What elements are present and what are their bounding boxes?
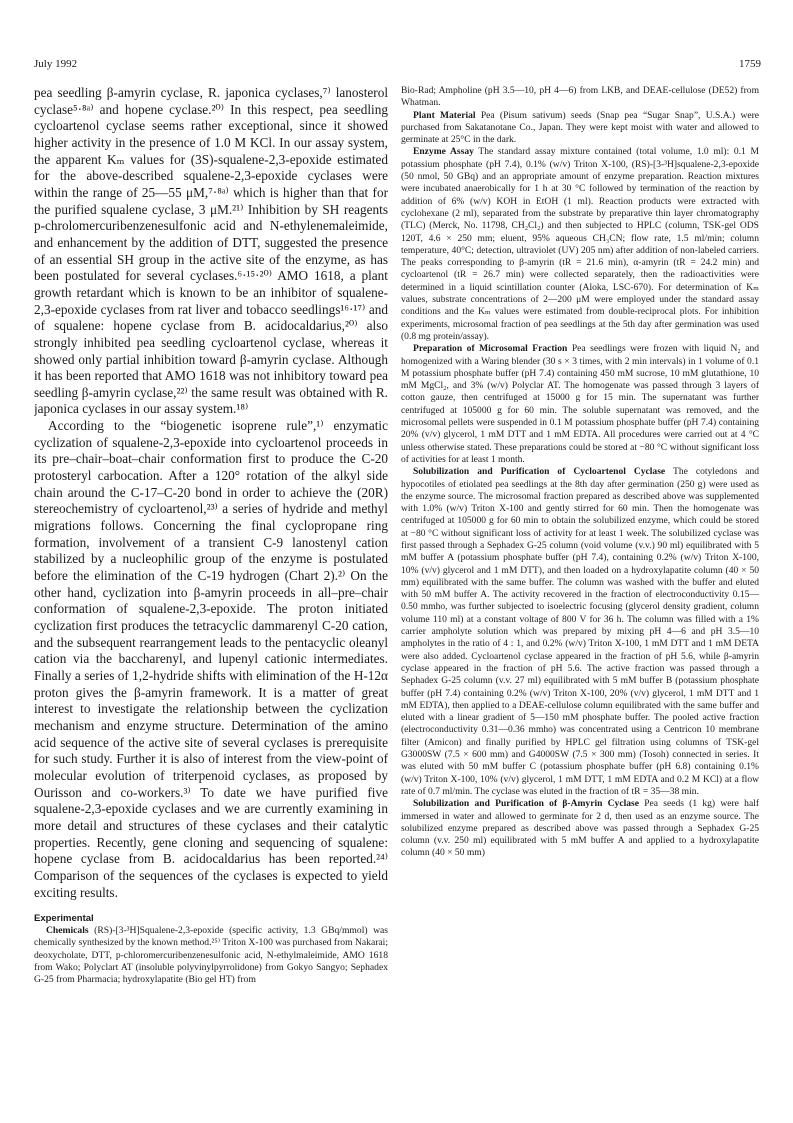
section-text: Pea (Pisum sativum) seeds (Snap pea “Sugar Snap”, U.S.A.) were purchased from Sakatanotane Co., Japan. They were kept moist with water and allowed to germinate at 25°C in the dark. — [401, 109, 759, 146]
section-text: (RS)-[3-³H]Squalene-2,3-epoxide (specific activity, 1.3 GBq/mmol) was chemically synthesized by the known method.²⁵⁾ Triton X-100 was purchased from Nakarai; deoxycholate, DTT, p-chloromercuribenzenesulfonic acid, N-ethylmaleimide, AMO 1618 from Wako; Polyclart AT (insoluble polyvinylpyrrolidone) from Gokyo Sangyo; Sephadex G-25 from Pharmacia; hydroxylapatite (Bio gel HT) from — [34, 925, 388, 986]
section-text: The standard assay mixture contained (total volume, 1.0 ml): 0.1 M potassium phosphate (pH 7.4), 0.1% (w/v) Triton X-100, (RS)-[3-³H]squalene-2,3-epoxide (50 nmol, 50 GBq) and an appropriate amount of enzyme preparation. Reaction mixtures were incubated anaerobically for 1 h at 30 °C followed by termination of the reaction by addition of 6% (w/v) KOH in EtOH (1 ml). Reaction products were extracted with cyclohexane (2 ml), separated from the substrate by preparative thin layer chromatography (TLC) (Merck, No. 11798, CH₂Cl₂) and then subjected to HPLC (column, TSK-gel ODS 120T, 4.6 × 250 mm; eluent, 95% aqueous CH₃CN; flow rate, 1.5 ml/min; column temperature, 40°C; detection, ultraviolet (UV) 205 nm) after addition of non-labeled carriers. The peaks corresponding to β-amyrin (tR = 21.6 min), α-amyrin (tR = 24.2 min) and cycloartenol (tR = 26.7 min) were collected separately, then the radioactivities were determined in a liquid scintillation counter (Aloka, LSC-670). For determination of Kₘ values, substrate concentrations of 2—200 μM were employed under the standard assay conditions and the Kₘ values were estimated from double-reciprocal plots. For inhibition experiments, microsomal fraction of pea seedlings at the 5th day after germination was used (0.8 mg protein/assay). — [401, 146, 759, 342]
left-column — [34, 85, 388, 1095]
body-paragraph: According to the “biogenetic isoprene rule”,¹⁾ enzymatic cyclization of squalene-2,3-epoxide into cycloartenol proceeds in its pre–chair–boat–chair conformation first to produce the C-20 protosteryl carbocation. After a 120° rotation of the alkyl side chain around the C-17–C-20 bond in order to achieve the (20R) stereochemistry of cycloartenol,²³⁾ a series of hydride and methyl migrations follows. Concerning the final cyclopropane ring formation, involvement of a transient C-9 lanostenyl cation stabilized by a nucleophilic group of the enzyme is postulated before the elimination of the C-19 hydrogen (Chart 2).²⁾ On the other hand, cyclization into β-amyrin proceeds in all–pre–chair conformation of squalene-2,3-epoxide. The proton initiated cyclization first produces the tetracyclic dammarenyl C-20 cation, and the subsequent rearrangement leads to the pentacyclic oleanyl cation via the baccharenyl, and lupenyl cationic intermediates. Finally a series of 1,2-hydride shifts with elimination of the H-12α proton gives the β-amyrin framework. It is a matter of great interest to investigate the relationship between the cyclization mechanism and enzyme structure. Determination of the amino acid sequence of the active site of several cyclases is prerequisite for such study. Further it is also of interest from the view-point of molecular evolution of triterpenoid cyclases, as proposed by Ourisson and co-workers.³⁾ To date we have purified five squalene-2,3-epoxide cyclases and we are currently examining in more detail and structures of these cyclases and their catalytic properties. Recently, gene cloning and sequencing of squalene: hopene cyclase from B. acidocaldarius has been reported.²⁴⁾ Comparison of the sequences of the cyclases is expected to yield exciting results. — [34, 418, 388, 900]
section-title: Enzyme Assay — [413, 146, 474, 158]
right-column — [401, 85, 759, 1095]
section-text: The cotyledons and hypocotiles of etiolated pea seedlings at the 8th day after germination (250 g) were used as the enzyme source. The microsomal fraction prepared as described above was supplemented with 1.0% (w/v) Triton X-100 and gently stirred for 60 min. Then the homogenate was centrifuged at 105000 g for 60 min to obtain the solubilized enzyme, which could be stored at −80 °C without significant loss of activity for at least 1 week. The solubilized cyclase was first passed through a Sephadex G-25 column (void volume (v.v.) 90 ml) equilibrated with 5 mM buffer A (potassium phosphate buffer (pH 7.4), containing 0.2% (w/v) Triton X-100, 10% (v/v) glycerol and 1 mM DTT), and then loaded on a hydroxylapatite column (40 × 50 mm) equilibrated with the same buffer. The column was washed with the buffer and eluted with 50 mM buffer A. The activity recovered in the fraction of electroconductivity 0.15—0.50 mmho, was further subjected to isoelectric focusing (glycerol density gradient, column volume 110 ml) at a constant voltage of 800 V for 36 h. The column was filled with a 1% carrier ampholyte solution which was prepared by mixing pH 4—6 and pH 3.5—10 ampholytes in the ratio of 4 : 1, and 0.2% (w/v) Triton X-100, 1 mM DTT and 1 mM DETA were also added. Cycloartenol cyclase appeared in the fraction of pH 5.6, while β-amyrin cyclase appeared in the fraction of pH 5.6. The active fraction was passed through a Sephadex G-25 column (v.v. 27 ml) equilibrated with 5 mM buffer B (potassium phosphate buffer (pH 7.4) containing 0.2% (w/v) Triton X-100, 20% (v/v) glycerol, 1 mM DTT and 1 mM EDTA), then applied to a DEAE-cellulose column equilibrated with the same buffer and eluted with a linear gradient of 5—150 mM phosphate buffer. The pooled active fraction (electroconductivity 0.31—0.36 mmho) was concentrated using a Centricon 10 membrane filter (Amicon) and finally purified by HPLC gel filtration using columns of TSK-gel G3000SW (7.5 × 600 mm) and G4000SW (7.5 × 300 mm) (Tosoh) connected in series. It was eluted with 50 mM buffer C (potassium phosphate buffer (pH 6.8) containing 0.1% (w/v) Triton X-100, 10% (v/v) glycerol, 1 mM DTT, 1 mM EDTA and 0.2 M KCl) at a flow rate of 0.7 ml/min. The cyclase was eluted in the fraction of tR = 35—38 min. — [401, 466, 759, 797]
section-title: Solubilization and Purification of Cycloartenol Cyclase — [413, 466, 666, 478]
issue-date: July 1992 — [34, 58, 78, 70]
section-title: Plant Material — [413, 109, 476, 121]
microsomal-fraction-paragraph — [401, 343, 759, 466]
body-paragraph: pea seedling β-amyrin cyclase, R. japonica cyclases,⁷⁾ lanosterol cyclase⁵·⁸ᵃ⁾ and hopene cyclase.²⁰⁾ In this respect, pea seedling cycloartenol cyclase seems rather exceptional, since it showed higher activity in the presence of 1.0 M KCl. In our assay system, the apparent Kₘ values for (3S)-squalene-2,3-epoxide estimated for the above-described squalene-2,3-epoxide cyclases were within the range of 25—55 μM,⁷·⁸ᵃ⁾ which is higher than that for the purified squalene cyclase, 3 μM.²¹⁾ Inhibition by SH reagents p-chrolomercuribenzenesulfonic acid and N-ethylenemaleimide, and enhancement by the addition of DTT, suggested the presence of an essential SH group in the active site of the enzyme, as has been postulated for several cyclases.⁶·¹⁵·²⁰⁾ AMO 1618, a plant growth retardant which is known to be an inhibitor of squalene-2,3-epoxide cyclases from rat liver and tobacco seedlings¹⁶·¹⁷⁾ and of squalene: hopene cyclase from B. acidocaldarius,²⁰⁾ also strongly inhibited pea seedling cycloartenol cyclase, whereas it showed only partial inhibition toward β-amyrin cyclase. Although it has been reported that AMO 1618 was not inhibitory toward pea seedling β-amyrin cyclase,²²⁾ the same result was obtained with R. japonica cyclases in our assay system.¹⁸⁾ — [34, 85, 388, 417]
running-header — [0, 58, 793, 74]
chemicals-paragraph — [34, 925, 388, 986]
section-title: Solubilization and Purification of β-Amyrin Cyclase — [413, 798, 639, 810]
continuation-paragraph: Bio-Rad; Ampholine (pH 3.5—10, pH 4—6) from LKB, and DEAE-cellulose (DE52) from Whatman. — [401, 85, 759, 109]
section-title: Chemicals — [46, 925, 89, 937]
page-number: 1759 — [739, 58, 761, 70]
experimental-heading: Experimental — [34, 913, 94, 925]
section-text: Pea seedlings were frozen with liquid N₂ and homogenized with a Waring blender (30 s × 3 times, with 2 min intervals) in 1 volume of 0.1 M potassium phosphate buffer (pH 7.4) containing 450 mM sucrose, 10 mM glutathione, 10 mM MgCl₂, and 3% (w/v) Polyclar AT. The homogenate was passed through 3 layers of cotton gauze, then centrifuged at 15000 g for 15 min. The supernatant was further centrifuged at 105000 g for 60 min. The soluble supernatant was removed, and the microsomal pellets were suspended in 0.1 M potassium phosphate buffer (pH 7.4) containing 20% (v/v) glycerol, 1 mM DTT and 1 mM EDTA. All procedures were carried out at 4 °C unless otherwise stated. These preparations could be stored at −80 °C without significant loss of activities for at least 1 month. — [401, 343, 759, 465]
cycloartenol-cyclase-paragraph — [401, 466, 759, 798]
section-title: Preparation of Microsomal Fraction — [413, 343, 568, 355]
section-text: Pea seeds (1 kg) were half immersed in water and allowed to germinate for 2 d, then used as an enzyme source. The solubilized enzyme prepared as described above was passed through a Sephadex G-25 column (v.v. 250 ml) equilibrated with 5 mM buffer A and applied to a hydroxylapatite column (40 × 50 mm) — [401, 798, 759, 859]
beta-amyrin-cyclase-paragraph — [401, 798, 759, 859]
plant-material-paragraph — [401, 110, 759, 147]
enzyme-assay-paragraph — [401, 146, 759, 343]
